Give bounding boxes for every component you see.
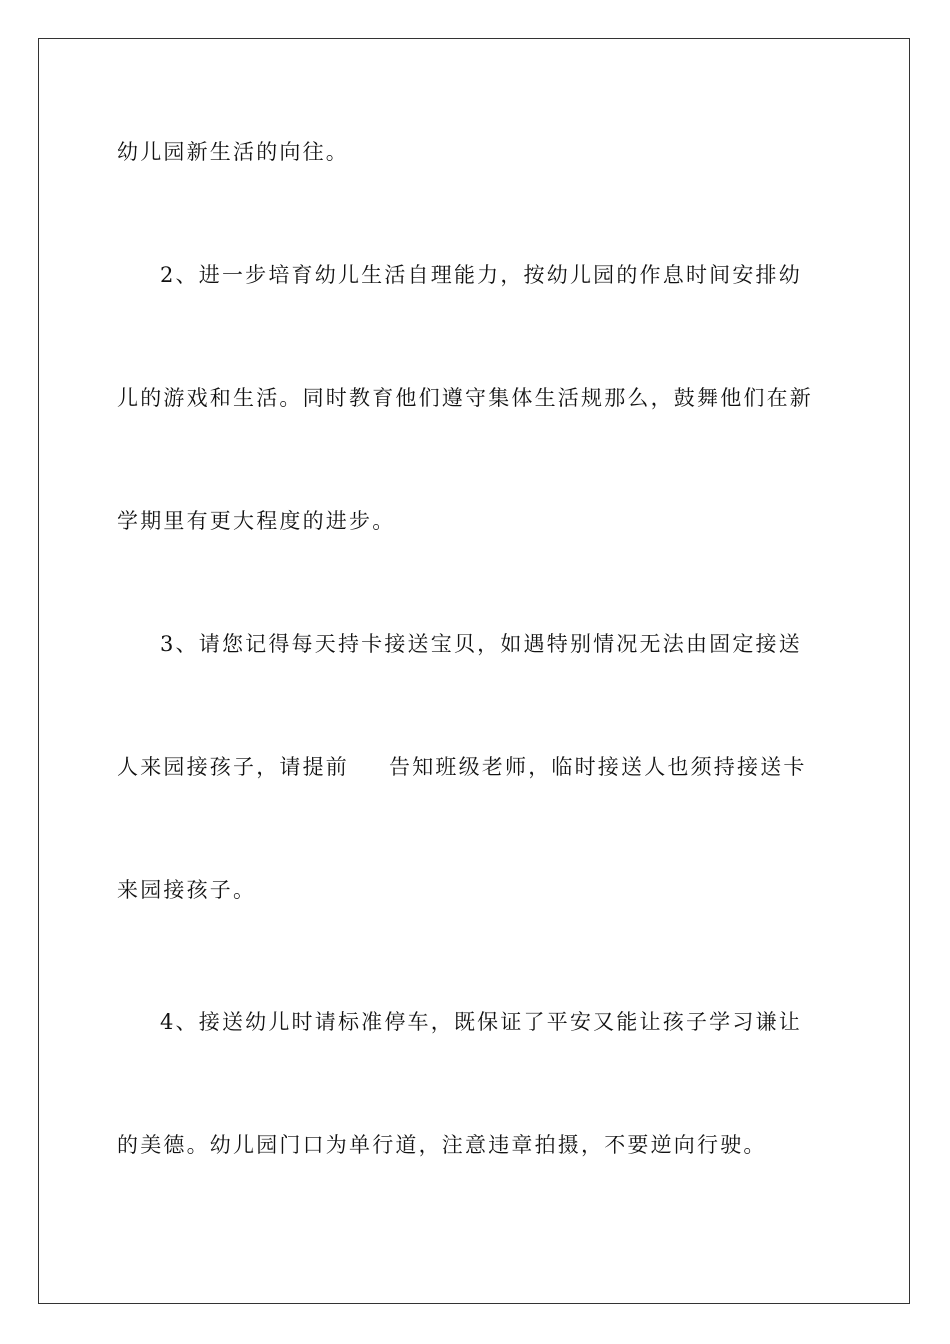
text-line: 4、接送幼儿时请标准停车，既保证了平安又能让孩子学习谦让 xyxy=(160,1010,802,1034)
text-line: 幼儿园新生活的向往。 xyxy=(117,140,349,164)
text-line: 的美德。幼儿园门口为单行道，注意违章拍摄，不要逆向行驶。 xyxy=(117,1133,767,1157)
text-segment: 人来园接孩子，请提前 xyxy=(117,755,349,779)
text-line: 来园接孩子。 xyxy=(117,878,257,902)
text-line: 3、请您记得每天持卡接送宝贝，如遇特别情况无法由固定接送 xyxy=(160,632,802,656)
page-frame xyxy=(38,38,910,1304)
text-line: 儿的游戏和生活。同时教育他们遵守集体生活规那么，鼓舞他们在新 xyxy=(117,386,813,410)
text-line xyxy=(117,753,807,781)
text-line: 学期里有更大程度的进步。 xyxy=(117,509,396,533)
text-line: 2、进一步培育幼儿生活自理能力，按幼儿园的作息时间安排幼 xyxy=(160,263,802,287)
text-segment: 告知班级老师，临时接送人也须持接送卡 xyxy=(389,755,807,779)
